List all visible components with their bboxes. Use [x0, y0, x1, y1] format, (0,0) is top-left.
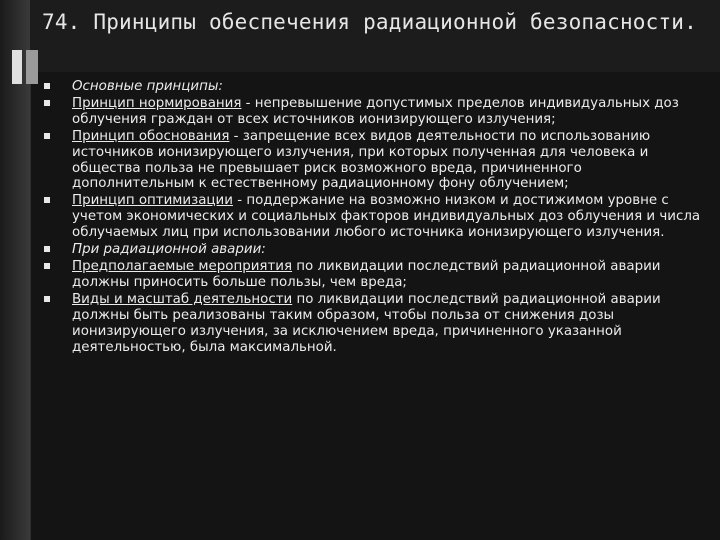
square-bullet-icon — [44, 246, 50, 252]
list-item — [42, 292, 702, 356]
principle-text: - запрещение всех видов деятельности по использованию источников ионизирующего излучения, при которых полученная для человека и общества польза не превышает риск возможного вреда, причиненного дополнительным к естественному радиационному фону облучением; — [72, 128, 651, 192]
list-item — [42, 259, 702, 291]
principle-text: - поддержание на возможно низком и достижимом уровне с учетом экономических и социальных факторов индивидуальных доз облучения и числа облучаемых лиц при использовании любого источника ионизирующего излучения. — [72, 193, 701, 241]
square-bullet-icon — [44, 296, 50, 302]
section-heading: При радиационной аварии: — [72, 242, 266, 258]
principle-term: Принцип обоснования — [72, 128, 230, 144]
list-item — [42, 193, 702, 241]
square-bullet-icon — [44, 263, 50, 269]
principle-text: по ликвидации последствий радиационной аварии должны приносить больше пользы, чем вреда; — [72, 258, 661, 290]
square-bullet-icon — [44, 197, 50, 203]
square-bullet-icon — [44, 100, 50, 106]
list-item — [42, 242, 702, 258]
principle-term: Принцип нормирования — [72, 95, 242, 111]
list-item — [42, 96, 702, 128]
section-heading: Основные принципы: — [72, 79, 223, 94]
decorative-bar-light — [12, 50, 22, 84]
principle-term: Виды и масштаб деятельности — [72, 291, 293, 307]
decorative-bar-gray — [26, 50, 38, 84]
slide-title: 74. Принципы обеспечения радиационной безопасности. — [42, 10, 697, 34]
decorative-bars — [12, 50, 38, 90]
list-item — [42, 79, 702, 95]
principle-text: - непревышение допустимых пределов индивидуальных доз облучения граждан от всех источников ионизирующего излучения; — [72, 95, 679, 127]
bullet-list — [42, 79, 702, 356]
principle-text: по ликвидации последствий радиационной аварии должны быть реализованы таким образом, чтобы польза от снижения дозы ионизирующего излучения, за исключением вреда, причиненного указанной деятельностью, была максимальной. — [72, 291, 661, 355]
square-bullet-icon — [44, 83, 50, 89]
list-item — [42, 129, 702, 193]
square-bullet-icon — [44, 133, 50, 139]
principle-term: Предполагаемые мероприятия — [72, 258, 293, 274]
principle-term: Принцип оптимизации — [72, 193, 233, 209]
